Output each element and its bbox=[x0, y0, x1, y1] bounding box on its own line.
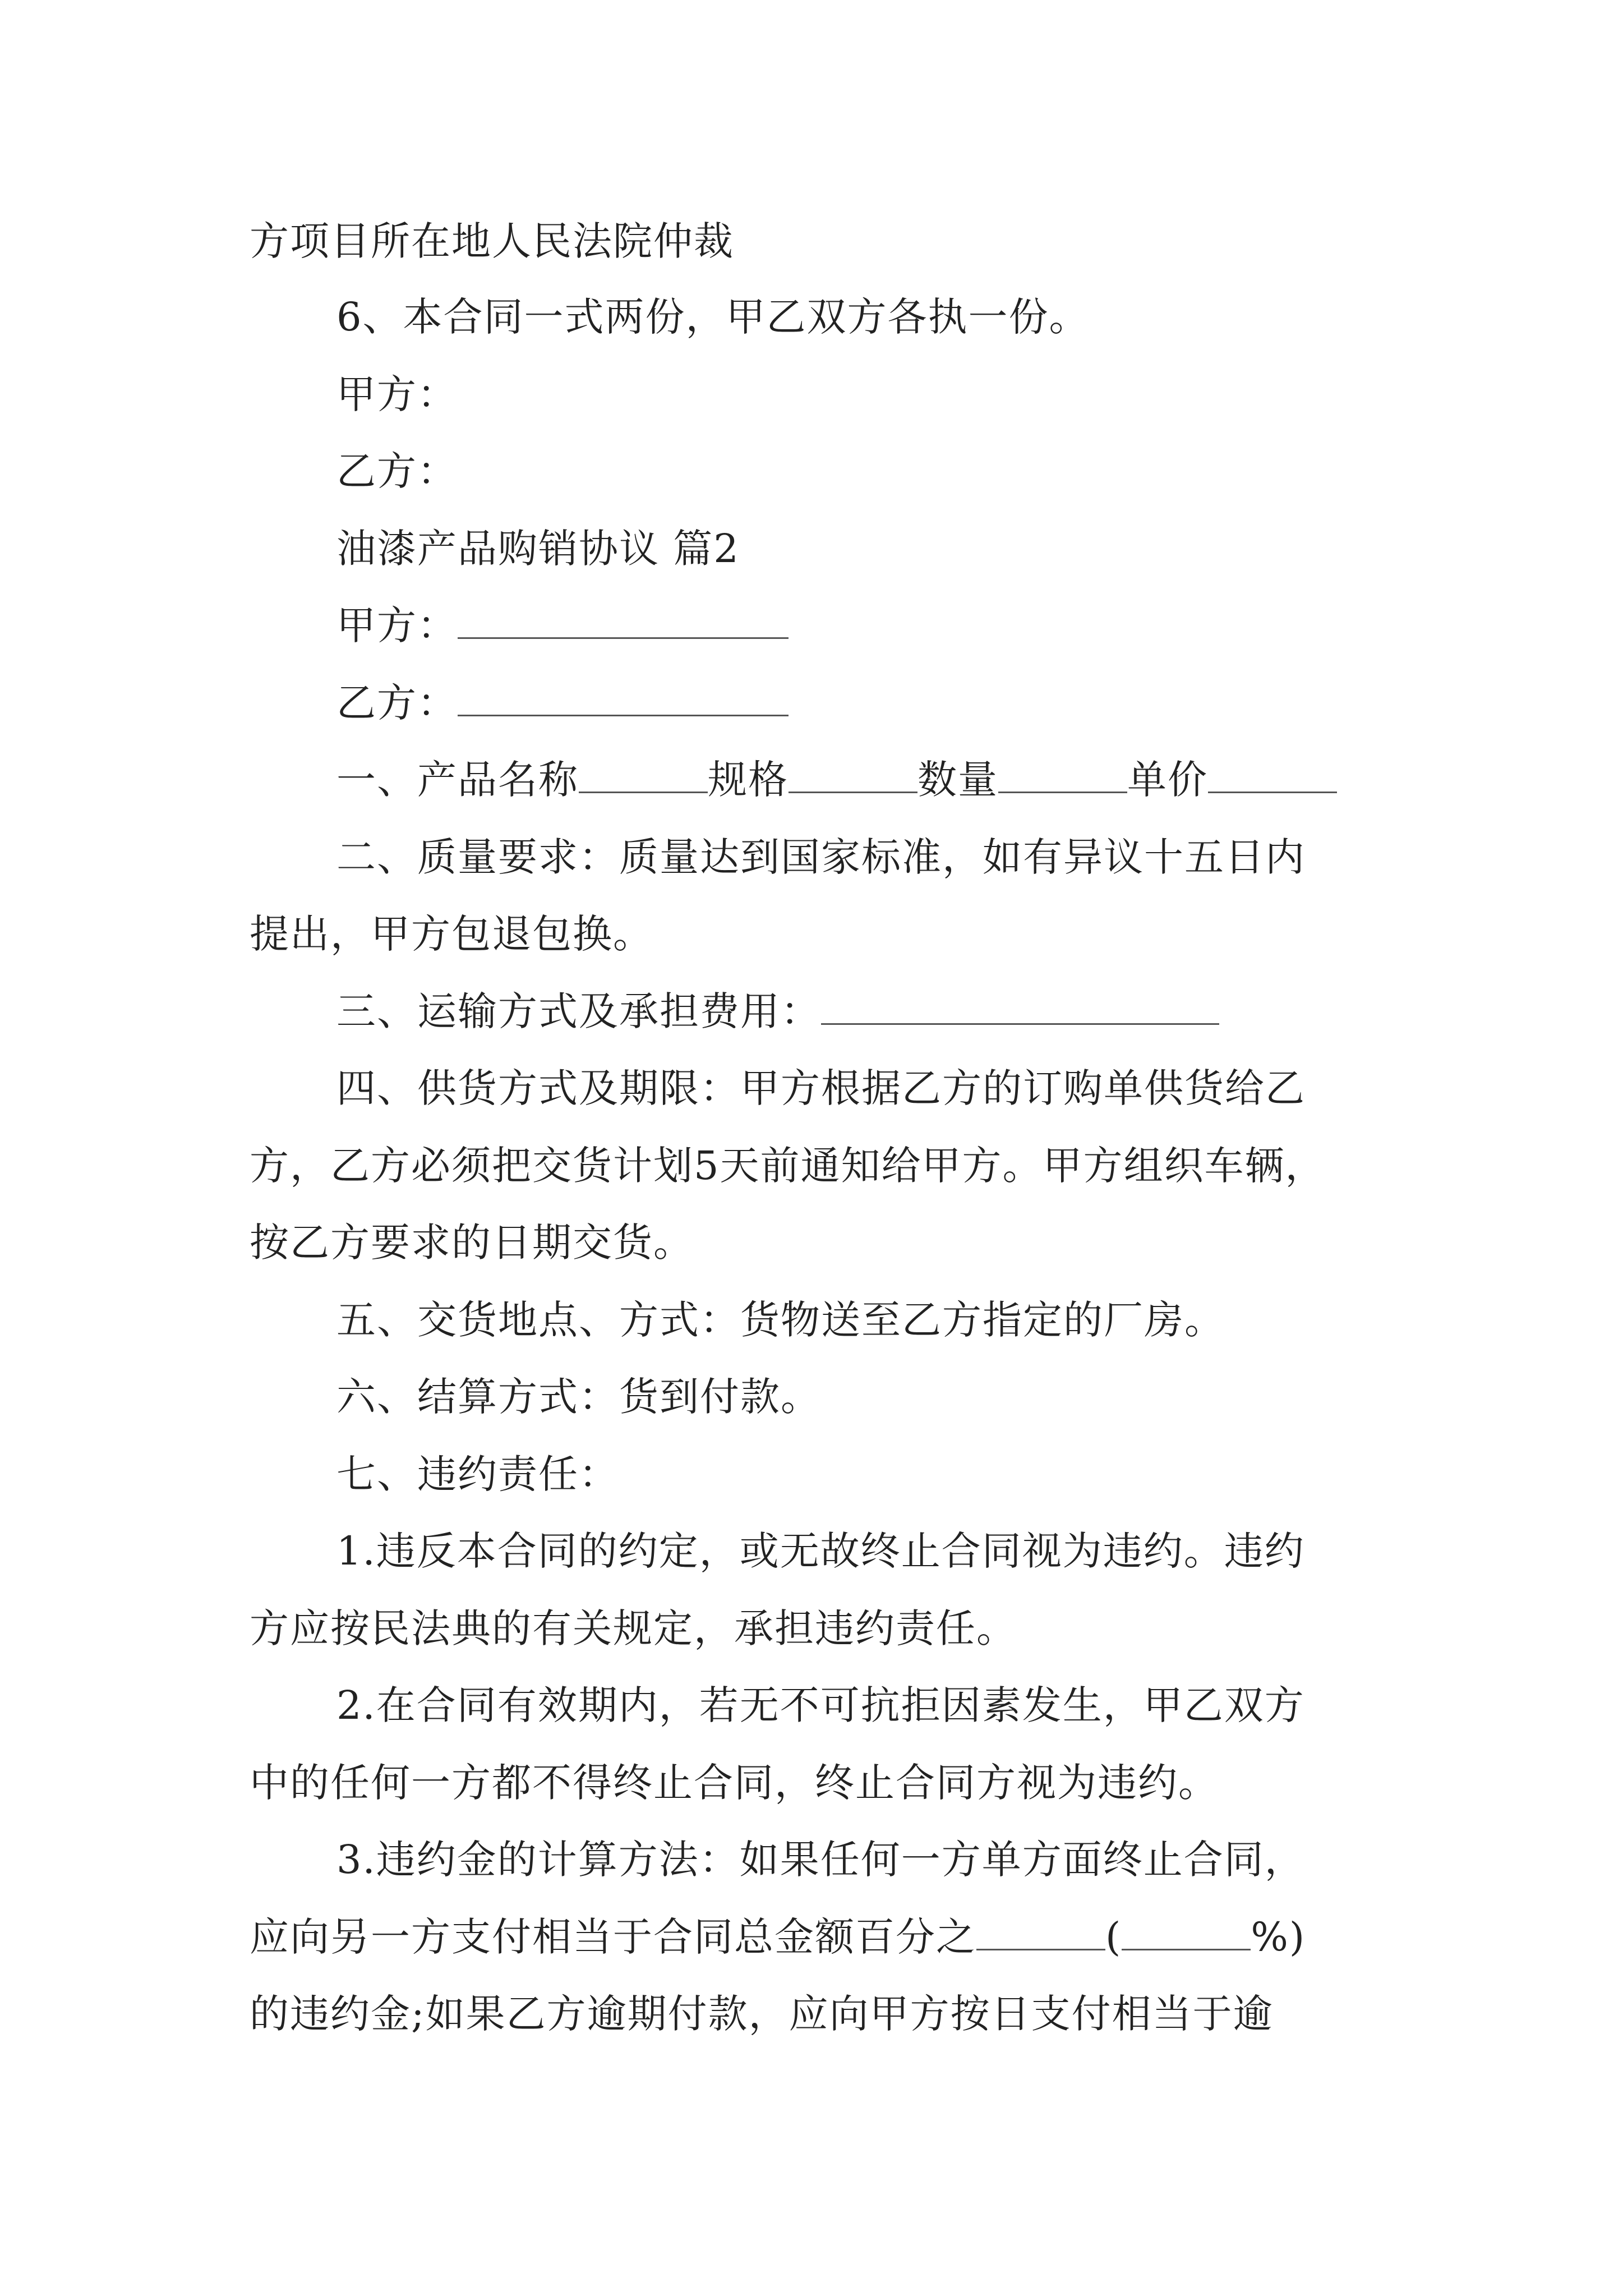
party-a-label-1: 甲方： bbox=[336, 371, 458, 417]
liability-3-line-2: 应向另一方支付相当于合同总金额百分之 ( %) bbox=[250, 1914, 1306, 1960]
delivery-line: 五、交货地点、方式：货物送至乙方指定的厂房。 bbox=[336, 1297, 1225, 1343]
supply-line-3: 按乙方要求的日期交货。 bbox=[250, 1220, 694, 1266]
section-title: 油漆产品购销协议 篇2 bbox=[336, 526, 740, 572]
quantity-blank bbox=[998, 791, 1127, 793]
liability-2-line-2: 中的任何一方都不得终止合同，终止合同方视为违约。 bbox=[250, 1760, 1219, 1806]
liability-3-line-3: 的违约金;如果乙方逾期付款，应向甲方按日支付相当于逾 bbox=[250, 1991, 1274, 2037]
product-name-blank bbox=[579, 791, 708, 793]
settlement-line: 六、结算方式：货到付款。 bbox=[336, 1374, 821, 1420]
supply-line-1: 四、供货方式及期限：甲方根据乙方的订购单供货给乙 bbox=[336, 1065, 1306, 1111]
text-line-2: 6、本合同一式两份，甲乙双方各执一份。 bbox=[336, 294, 1090, 340]
transport-blank bbox=[821, 1023, 1219, 1025]
percentage-words-blank bbox=[976, 1948, 1105, 1950]
supply-line-2: 方，乙方必须把交货计划5天前通知给甲方。甲方组织车辆， bbox=[250, 1143, 1326, 1189]
text-line-1: 方项目所在地人民法院仲裁 bbox=[250, 218, 734, 264]
liability-1-line-2: 方应按民法典的有关规定，承担违约责任。 bbox=[250, 1605, 1017, 1651]
liability-heading: 七、违约责任： bbox=[336, 1451, 619, 1497]
quality-line-2: 提出，甲方包退包换。 bbox=[250, 911, 653, 957]
party-b-label-1: 乙方： bbox=[336, 448, 458, 494]
quality-line-1: 二、质量要求：质量达到国家标准，如有异议十五日内 bbox=[336, 834, 1306, 880]
transport-line: 三、运输方式及承担费用： bbox=[336, 992, 1219, 1031]
liability-2-line-1: 2.在合同有效期内，若无不可抗拒因素发生，甲乙双方 bbox=[336, 1682, 1305, 1728]
unit-price-blank bbox=[1208, 791, 1337, 793]
party-a-blank bbox=[458, 637, 789, 639]
product-line: 一、产品名称 规格 数量 单价 bbox=[336, 760, 1337, 799]
party-b-blank bbox=[458, 714, 789, 716]
percentage-number-blank bbox=[1122, 1948, 1251, 1950]
spec-blank bbox=[789, 791, 917, 793]
party-b-line: 乙方： bbox=[336, 683, 789, 723]
liability-1-line-1: 1.违反本合同的约定，或无故终止合同视为违约。违约 bbox=[336, 1528, 1305, 1574]
liability-3-line-1: 3.违约金的计算方法：如果任何一方单方面终止合同， bbox=[336, 1837, 1305, 1883]
party-a-line: 甲方： bbox=[336, 606, 789, 645]
